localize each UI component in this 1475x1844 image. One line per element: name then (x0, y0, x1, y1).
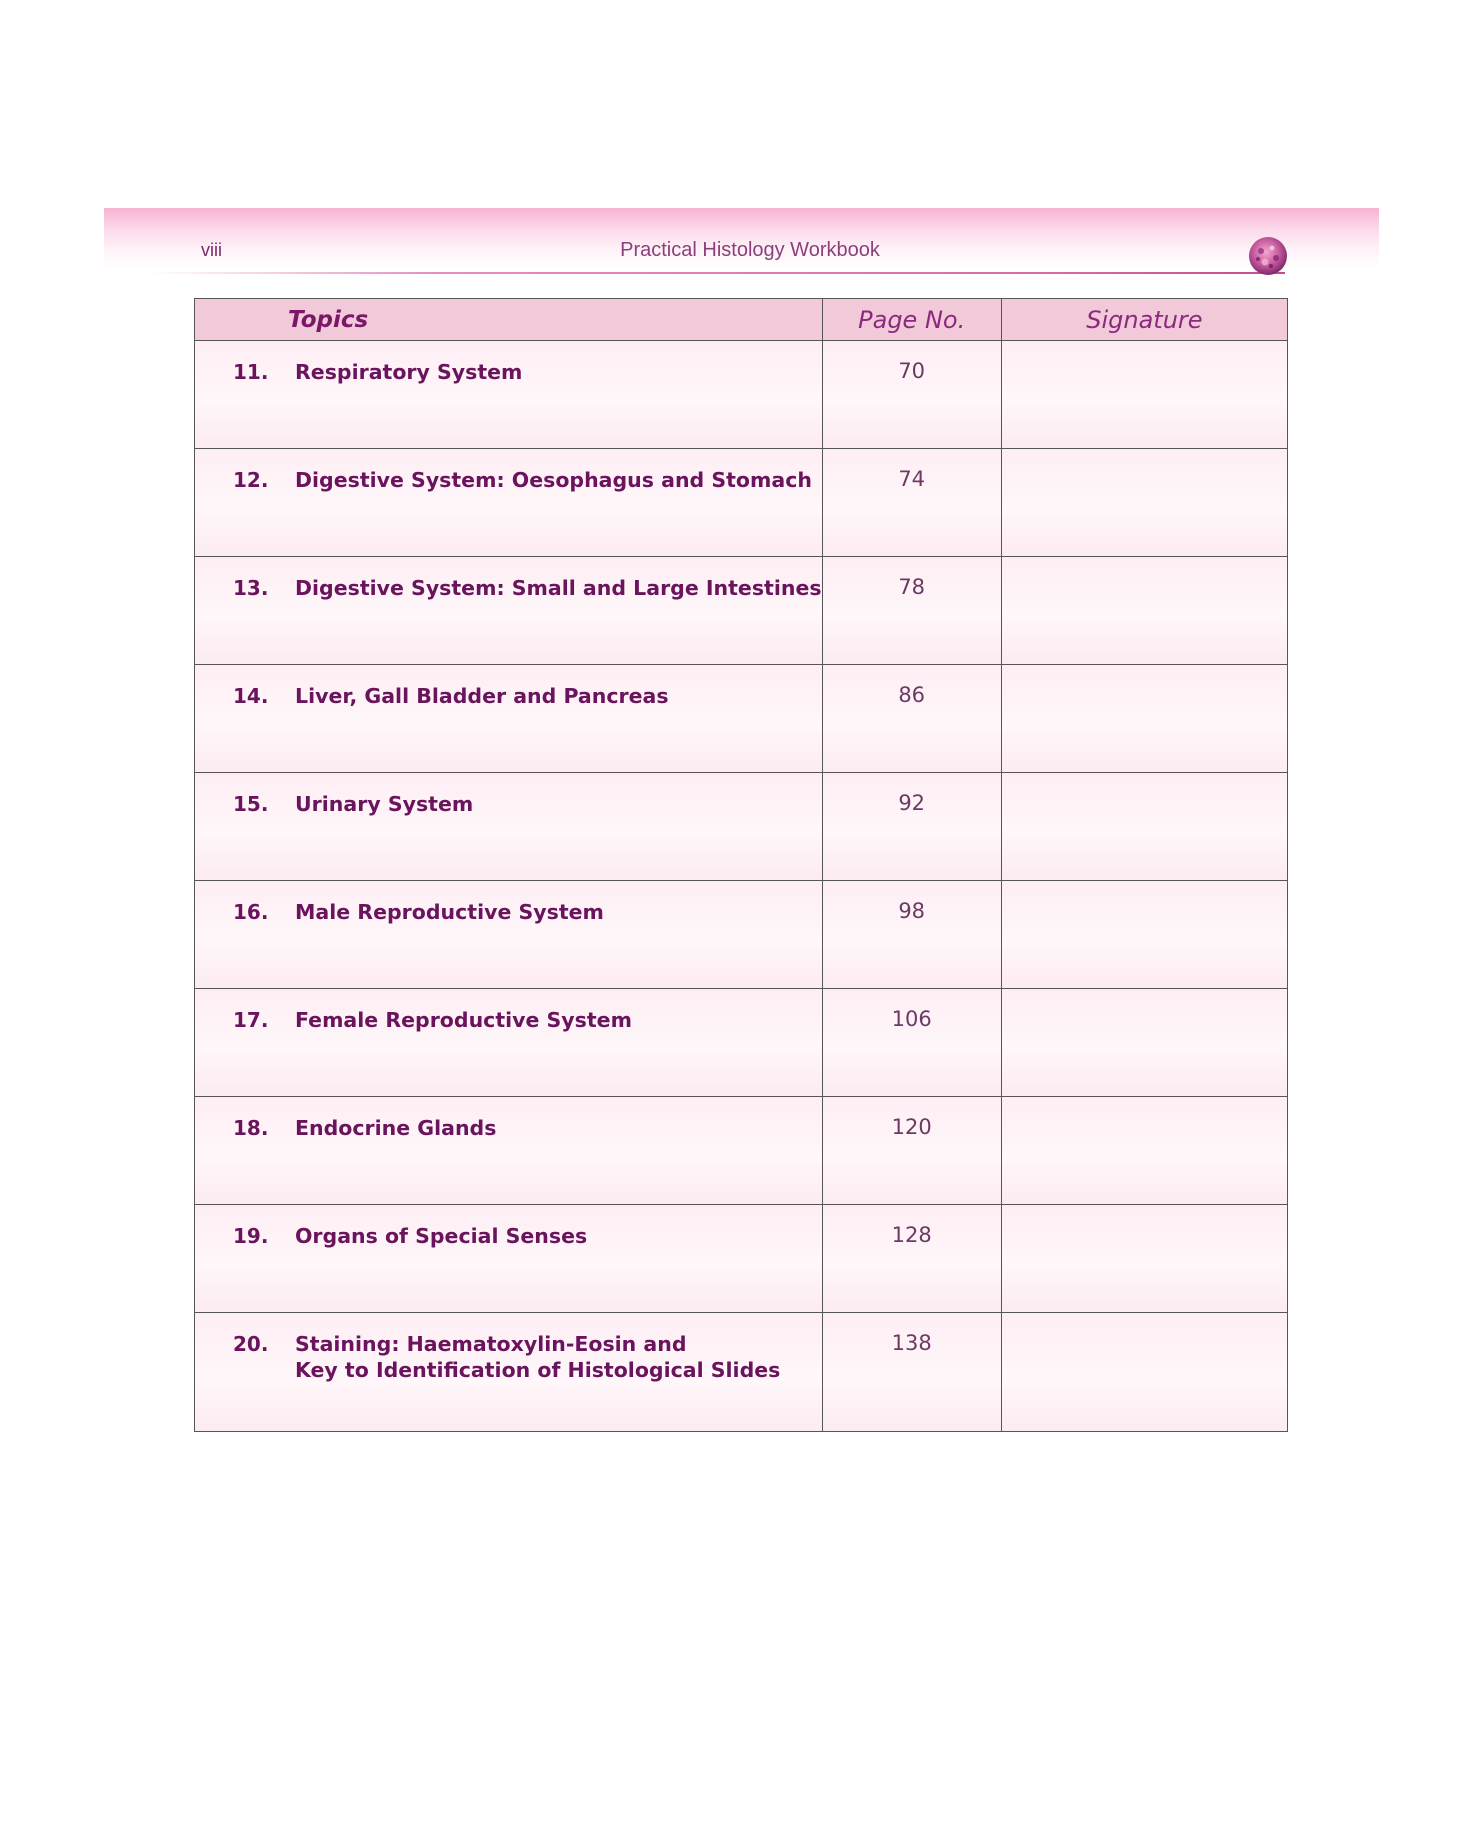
topic-number: 20. (233, 1332, 269, 1356)
table-row (195, 557, 1288, 665)
page-number-cell: 92 (822, 773, 1001, 881)
topic-cell (195, 449, 823, 557)
page-number: viii (201, 240, 222, 260)
topic-number: 13. (233, 576, 269, 600)
signature-cell (1001, 665, 1287, 773)
table-row (195, 1205, 1288, 1313)
toc-table (194, 298, 1288, 1432)
topic-cell (195, 557, 823, 665)
topic-number: 12. (233, 468, 269, 492)
topic-cell (195, 1205, 823, 1313)
signature-cell (1001, 881, 1287, 989)
topic-cell (195, 773, 823, 881)
column-header-signature: Signature (1086, 305, 1203, 334)
table-row (195, 449, 1288, 557)
page-number-cell: 86 (822, 665, 1001, 773)
page-number-cell: 120 (822, 1097, 1001, 1205)
column-header-topics: Topics (195, 299, 823, 341)
topic-cell (195, 1097, 823, 1205)
topic-title-line-1: Staining: Haematoxylin-Eosin and (295, 1332, 687, 1356)
topic-cell (195, 665, 823, 773)
table-row (195, 773, 1288, 881)
topic-title (295, 1331, 780, 1383)
topic-title: Female Reproductive System (295, 1008, 632, 1032)
page-number-cell: 138 (822, 1313, 1001, 1432)
signature-cell (1001, 557, 1287, 665)
page-number-cell: 78 (822, 557, 1001, 665)
signature-cell (1001, 449, 1287, 557)
topic-number: 16. (233, 900, 269, 924)
signature-cell (1001, 1313, 1287, 1432)
topic-title: Respiratory System (295, 360, 523, 384)
topic-number: 11. (233, 360, 269, 384)
column-header-page-no: Page No. (822, 299, 1001, 341)
topic-number: 15. (233, 792, 269, 816)
table-row (195, 341, 1288, 449)
topic-cell (195, 989, 823, 1097)
signature-cell (1001, 1205, 1287, 1313)
topic-title: Digestive System: Oesophagus and Stomach (295, 468, 812, 492)
table-row (195, 1097, 1288, 1205)
page-number-cell: 98 (822, 881, 1001, 989)
topic-title: Endocrine Glands (295, 1116, 497, 1140)
topic-cell (195, 881, 823, 989)
table-row (195, 989, 1288, 1097)
topic-number: 17. (233, 1008, 269, 1032)
page-number-cell: 106 (822, 989, 1001, 1097)
header-rule (150, 272, 1285, 274)
histology-slide-logo-icon (1248, 236, 1288, 276)
topic-number: 18. (233, 1116, 269, 1140)
page-number-cell: 74 (822, 449, 1001, 557)
table-row (195, 881, 1288, 989)
signature-cell (1001, 1097, 1287, 1205)
topic-title-line-2: Key to Identification of Histological Slides (295, 1358, 781, 1382)
table-row (195, 1313, 1288, 1432)
topic-number: 14. (233, 684, 269, 708)
topic-cell (195, 341, 823, 449)
topic-title: Organs of Special Senses (295, 1224, 588, 1248)
signature-cell (1001, 989, 1287, 1097)
book-title: Practical Histology Workbook (620, 239, 880, 261)
topic-title: Male Reproductive System (295, 900, 604, 924)
topic-title: Liver, Gall Bladder and Pancreas (295, 684, 669, 708)
page-number-cell: 70 (822, 341, 1001, 449)
table-header-row (195, 299, 1288, 341)
topic-number: 19. (233, 1224, 269, 1248)
signature-cell (1001, 341, 1287, 449)
topic-title: Digestive System: Small and Large Intestines (295, 576, 822, 600)
topic-cell (195, 1313, 823, 1432)
topic-title: Urinary System (295, 792, 474, 816)
page-number-cell: 128 (822, 1205, 1001, 1313)
signature-cell (1001, 773, 1287, 881)
table-row (195, 665, 1288, 773)
